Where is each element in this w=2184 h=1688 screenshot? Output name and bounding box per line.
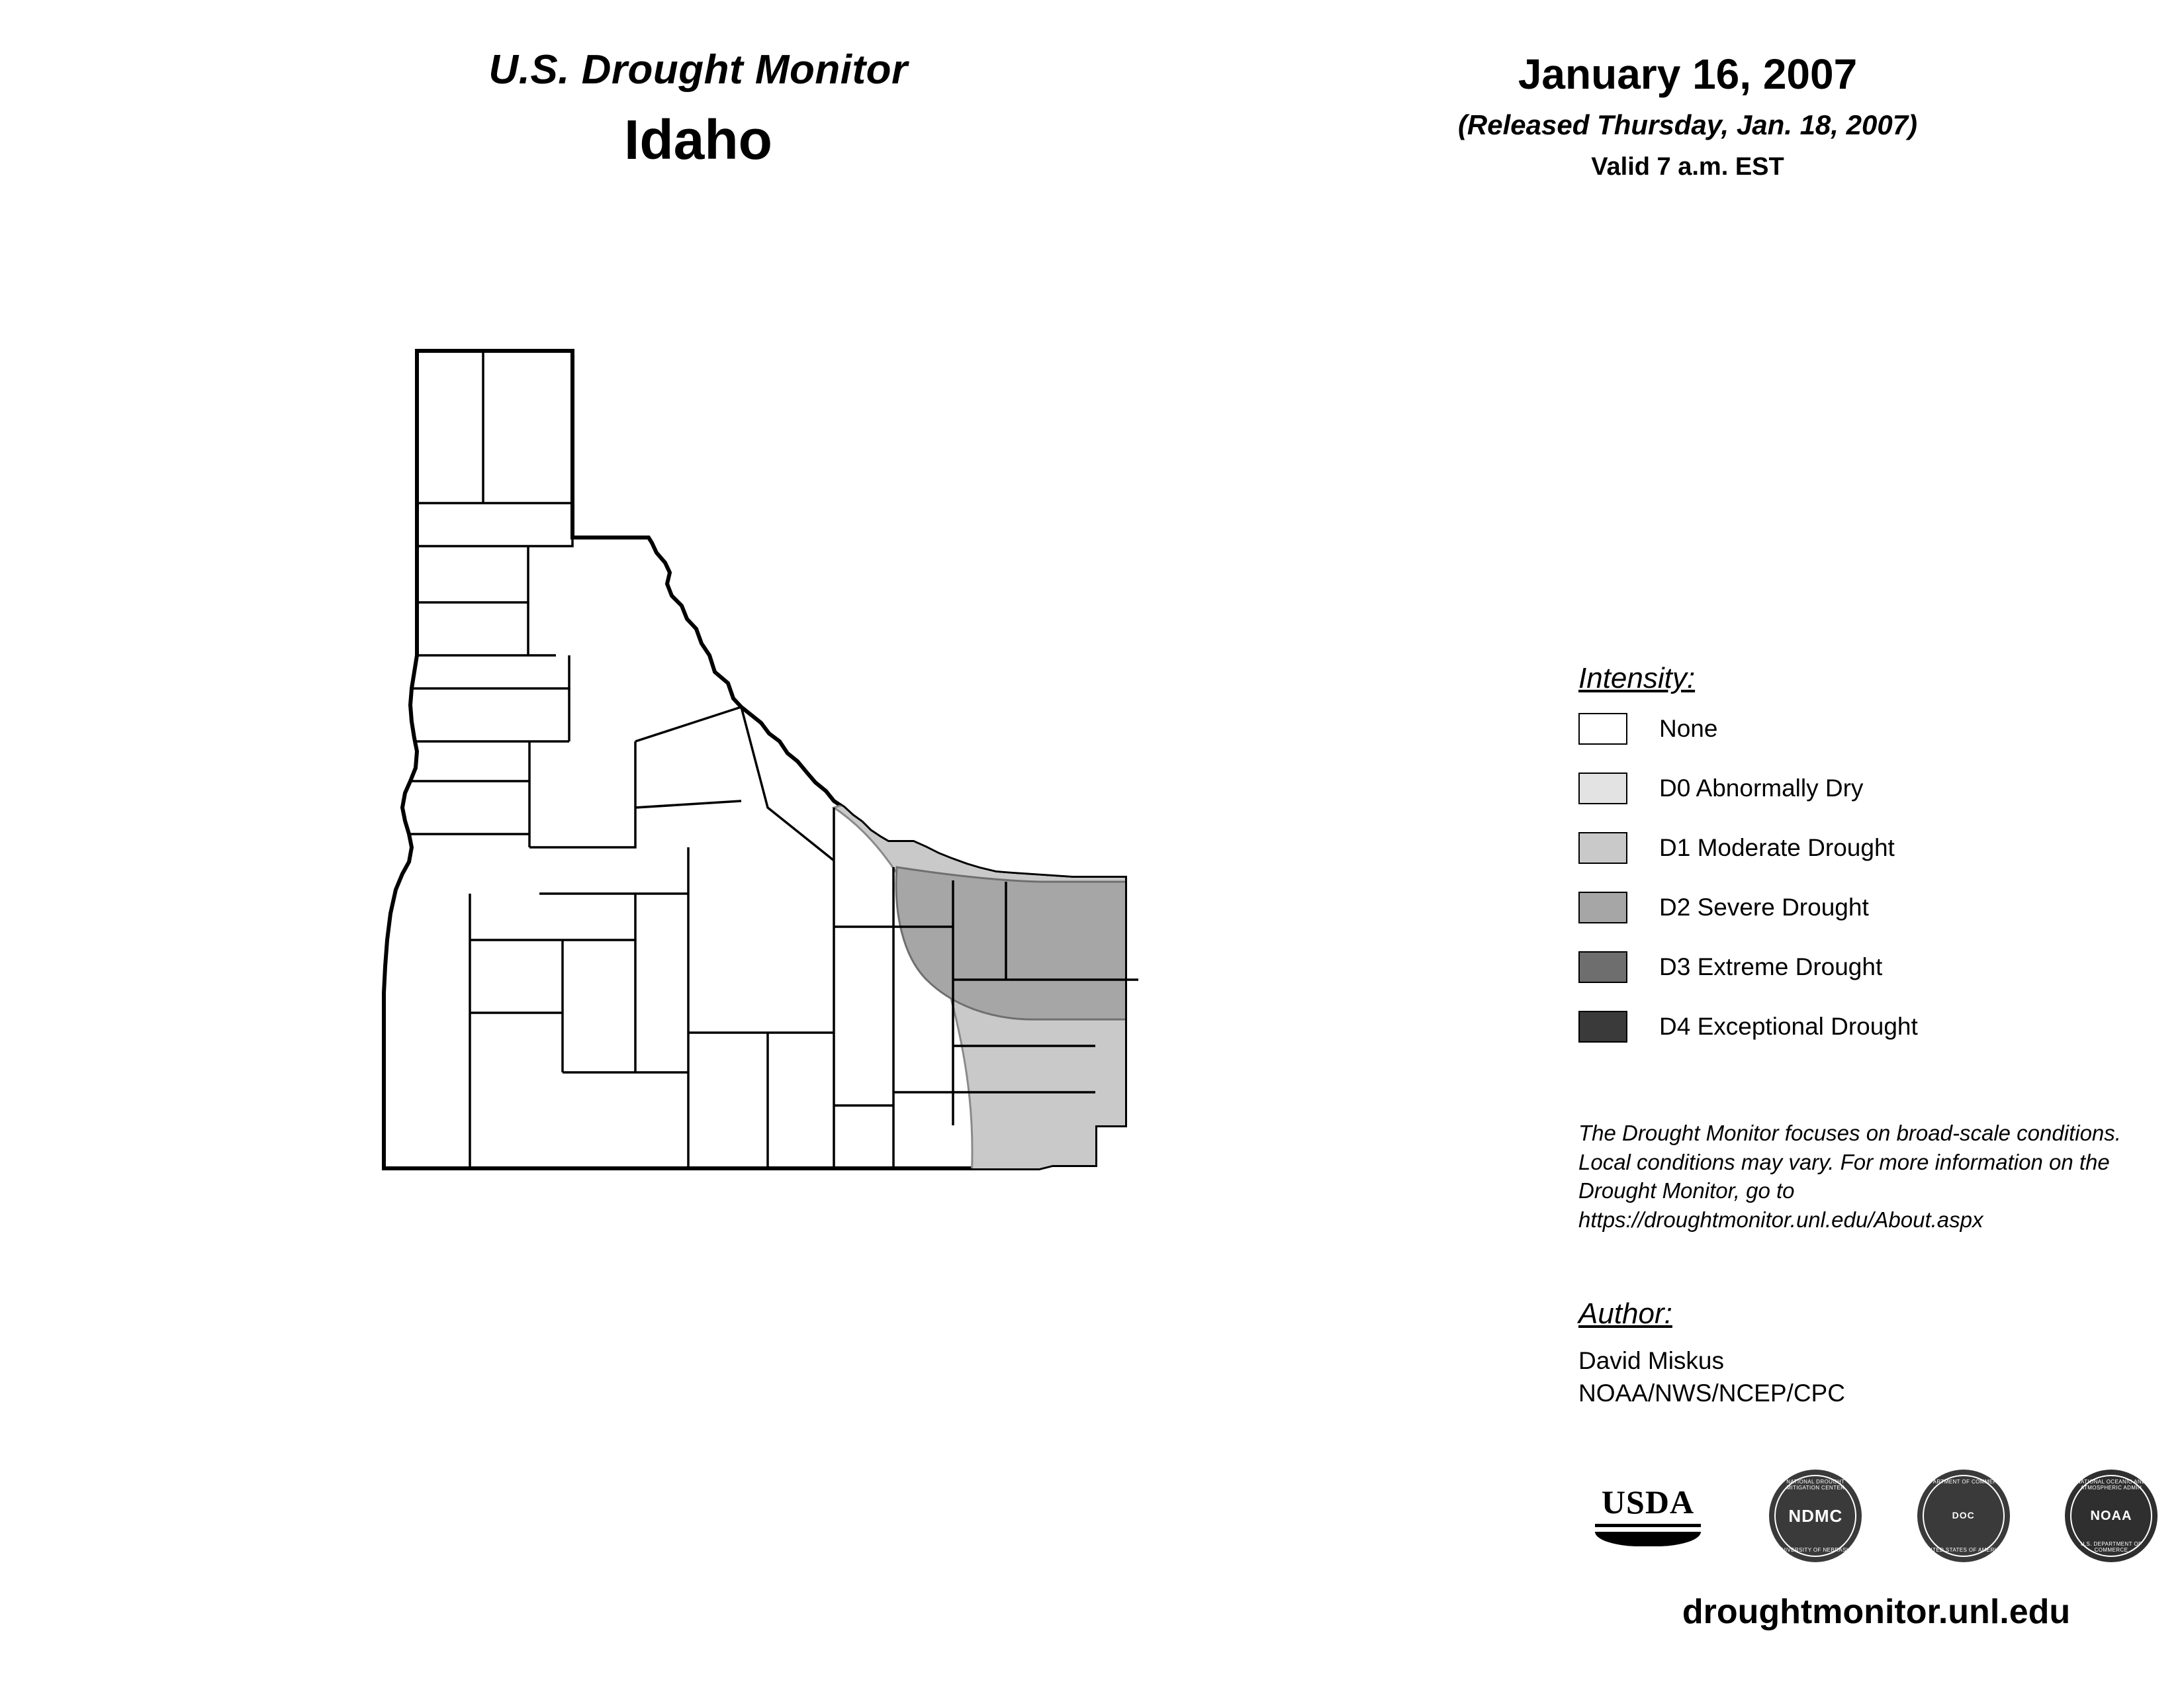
- legend-label-d0: D0 Abnormally Dry: [1659, 774, 1864, 802]
- ndmc-logo-text: NDMC: [1788, 1505, 1843, 1526]
- map-valid-time: Valid 7 a.m. EST: [1591, 153, 1784, 181]
- usda-logo: [1582, 1476, 1714, 1556]
- noaa-logo-ring-bottom-text: U.S. DEPARTMENT OF COMMERCE: [2080, 1541, 2142, 1553]
- author-title: Author:: [1578, 1297, 1672, 1330]
- legend-label-d1: D1 Moderate Drought: [1659, 834, 1895, 861]
- legend: [1578, 662, 2081, 1066]
- usda-logo-rule: [1595, 1524, 1701, 1527]
- legend-label-d4: D4 Exceptional Drought: [1659, 1013, 1918, 1040]
- map-release-date: (Released Thursday, Jan. 18, 2007): [1457, 109, 1918, 140]
- disclaimer-text: The Drought Monitor focuses on broad-scale conditions. Local conditions may vary. For more information on the Drought Monitor, go to https://droughtmonitor.unl.edu/About.aspx: [1578, 1121, 2121, 1232]
- noaa-logo-ring-top-text: NATIONAL OCEANIC AND ATMOSPHERIC ADMIN: [2076, 1479, 2146, 1491]
- header-title-block: [318, 46, 1079, 172]
- usdc-logo: [1917, 1470, 2010, 1562]
- page-subtitle-state: Idaho: [624, 109, 772, 171]
- header-date-block: [1357, 50, 2019, 181]
- ndmc-logo-ring-bottom-text: UNIVERSITY OF NEBRASKA: [1777, 1547, 1854, 1553]
- noaa-logo: [2065, 1470, 2158, 1562]
- ndmc-logo-ring-top-text: NATIONAL DROUGHT MITIGATION CENTER: [1786, 1479, 1845, 1491]
- legend-item-d3: [1578, 947, 2081, 988]
- usda-logo-text: USDA: [1601, 1483, 1695, 1521]
- author-affiliation: NOAA/NWS/NCEP/CPC: [1578, 1379, 1845, 1407]
- legend-label-d2: D2 Severe Drought: [1659, 894, 1869, 921]
- legend-swatch-d3: [1578, 951, 1627, 983]
- idaho-drought-map: [371, 344, 1231, 1602]
- legend-swatch-d2: [1578, 892, 1627, 923]
- footer-url[interactable]: droughtmonitor.unl.edu: [1682, 1593, 2071, 1631]
- author-block: [1578, 1297, 2174, 1410]
- legend-swatch-none: [1578, 713, 1627, 745]
- author-name: David Miskus: [1578, 1347, 1724, 1374]
- legend-item-d4: [1578, 1006, 2081, 1047]
- page-title: U.S. Drought Monitor: [488, 47, 908, 93]
- legend-swatch-d4: [1578, 1011, 1627, 1043]
- ndmc-logo: [1769, 1470, 1862, 1562]
- legend-item-d1: [1578, 827, 2081, 868]
- legend-item-d0: [1578, 768, 2081, 809]
- usda-logo-swoosh: [1595, 1532, 1701, 1546]
- legend-swatch-d0: [1578, 773, 1627, 804]
- logo-row: [1582, 1466, 2158, 1566]
- map-date: January 16, 2007: [1518, 50, 1858, 98]
- noaa-logo-text: NOAA: [2090, 1509, 2132, 1523]
- usdc-logo-ring-top-text: DEPARTMENT OF COMMERCE: [1921, 1479, 2005, 1485]
- legend-label-d3: D3 Extreme Drought: [1659, 953, 1883, 980]
- legend-swatch-d1: [1578, 832, 1627, 864]
- usdc-logo-text: DOC: [1952, 1510, 1975, 1521]
- legend-item-none: [1578, 708, 2081, 749]
- legend-label-none: None: [1659, 715, 1718, 742]
- legend-title: Intensity:: [1578, 662, 1696, 694]
- usdc-logo-ring-bottom-text: UNITED STATES OF AMERICA: [1923, 1547, 2005, 1553]
- legend-item-d2: [1578, 887, 2081, 928]
